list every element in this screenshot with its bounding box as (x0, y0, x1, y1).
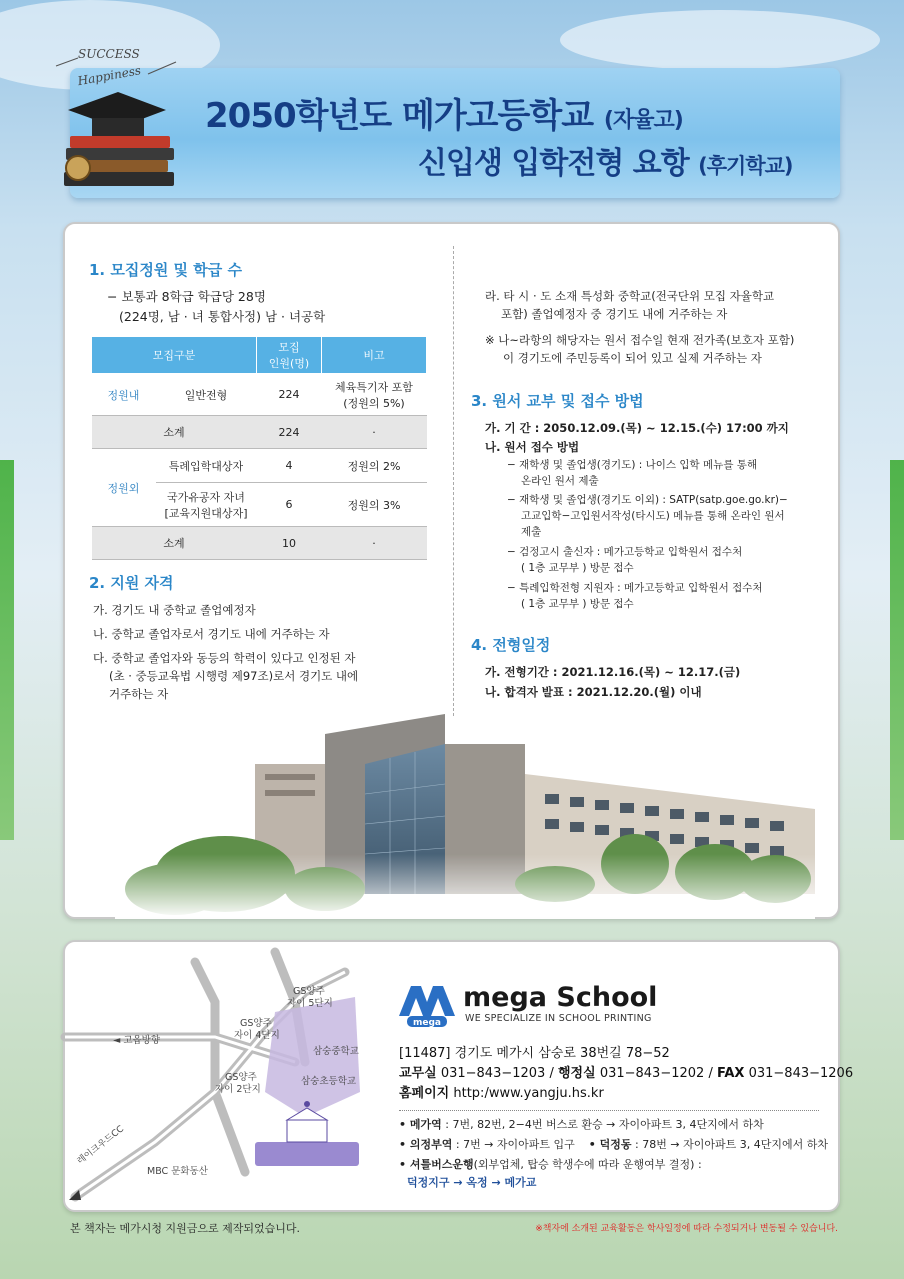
map-label-mbc: MBC 문화동산 (147, 1166, 208, 1177)
section4-title: 4. 전형일정 (471, 636, 551, 654)
section4-announcement: 나. 합격자 발표 : 2021.12.20.(월) 이내 (485, 685, 702, 699)
funding-note: 본 책자는 메가시청 지원금으로 제작되었습니다. (70, 1222, 301, 1235)
section3-method-4: − 특례입학전형 지원자 : 메가고등학교 입학원서 접수처 (507, 582, 763, 594)
mega-school-logo-icon (397, 982, 457, 1028)
section4-period: 가. 전형기간 : 2021.12.16.(목) ~ 12.17.(금) (485, 665, 741, 679)
section1-title: 1. 모집정원 및 학급 수 (89, 261, 242, 279)
section3-method-1: − 재학생 및 졸업생(경기도) : 나이스 입학 메뉴를 통해 (507, 459, 758, 471)
table-header-category: 모집구분 (92, 337, 257, 374)
table-row (92, 374, 427, 416)
table-header-note: 비고 (322, 337, 427, 374)
green-edge-left (0, 460, 14, 840)
section3-method-3: − 검정고시 출신자 : 메가고등학교 입학원서 접수처 (507, 546, 743, 558)
map-label-gs2: GS양주 (225, 1072, 257, 1083)
transport-uijeongbu-station: • 의정부역 : 7번 → 자이아파트 입구 • 덕정동 : 78번 → 자이아파트 3, 4단지에서 하차 (399, 1138, 828, 1151)
section3-method-1-line2: 온라인 원서 제출 (521, 475, 599, 487)
map-label-gs5-name: 자이 5단지 (287, 998, 333, 1009)
disclaimer-note: ※책자에 소개된 교육활동은 학사일정에 따라 수정되거나 변동될 수 있습니다. (535, 1224, 838, 1234)
table-header-count: 모집 인원(명) (257, 337, 322, 374)
table-cell: · (322, 527, 427, 560)
cloud-decoration (560, 10, 880, 70)
table-cell: 정원의 3% (322, 483, 427, 527)
column-divider (453, 246, 454, 716)
table-cell: 정원의 2% (322, 449, 427, 483)
shuttle-route: 덕정지구 → 옥정 → 메가교 (407, 1176, 537, 1189)
graduation-books-icon (48, 40, 198, 200)
section2-title: 2. 지원 자격 (89, 574, 174, 592)
table-cell: 일반전형 (156, 374, 257, 416)
section1-line1: − 보통과 8학급 학급당 28명 (107, 289, 266, 304)
section2-item-c-line3: 거주하는 자 (109, 687, 169, 701)
map-label-lakewood: 레이크우드CC (75, 1124, 126, 1167)
section3-method-3-line2: ( 1층 교무부 ) 방문 접수 (521, 562, 634, 574)
table-cell: 6 (257, 483, 322, 527)
title-suffix: (자율고) (603, 108, 683, 133)
transport-shuttle: • 셔틀버스운행(외부업체, 탑승 학생수에 따라 운행여부 결정) : (399, 1158, 702, 1171)
table-cell: 소계 (92, 416, 257, 449)
table-cell: 소계 (92, 527, 257, 560)
section3-method-2: − 재학생 및 졸업생(경기도 이외) : SATP(satp.goe.go.kr)− (507, 494, 788, 506)
logo-success-text: SUCCESS (78, 47, 140, 61)
section2-note-line2: 이 경기도에 주민등록이 되어 있고 실제 거주하는 자 (503, 351, 762, 365)
map-label-gs5: GS양주 (293, 986, 325, 997)
section3-method-title: 나. 원서 접수 방법 (485, 440, 580, 454)
table-cell: 224 (257, 416, 322, 449)
main-info-card (63, 222, 840, 919)
school-address: [11487] 경기도 메가시 삼숭로 38번길 78−52 (399, 1046, 670, 1061)
school-website: 홈페이지 http:/www.yangju.hs.kr (399, 1086, 604, 1101)
brand-tagline: WE SPECIALIZE IN SCHOOL PRINTING (465, 1013, 652, 1024)
section1-line2: (224명, 남 · 녀 통합사정) 남 · 녀공학 (119, 309, 326, 324)
table-cell-category: 정원내 (92, 374, 156, 416)
map-label-gs4-name: 자이 4단지 (234, 1030, 280, 1041)
logo-mega-text: mega (413, 1018, 441, 1028)
section3-title: 3. 원서 교부 및 접수 방법 (471, 392, 644, 410)
map-label-middle-school: 삼숭중학교 (313, 1046, 359, 1057)
section3-method-2-line2: 고교입학−고입원서작성(타시도) 메뉴를 통해 온라인 원서 (521, 510, 785, 522)
section3-period: 가. 기 간 : 2050.12.09.(목) ~ 12.15.(수) 17:00 까지 (485, 421, 789, 435)
school-phone-line: 교무실 031−843−1203 / 행정실 031−843−1202 / FAX 031−843−1206 (399, 1066, 854, 1081)
section3-method-2-line3: 제출 (521, 526, 542, 538)
table-cell: 4 (257, 449, 322, 483)
section2-item-b: 나. 중학교 졸업자로서 경기도 내에 거주하는 자 (93, 627, 330, 641)
table-cell: 체육특기자 포함 (정원의 5%) (322, 374, 427, 416)
table-cell: 국가유공자 자녀 [교육지원대상자] (156, 483, 257, 527)
table-row-subtotal (92, 416, 427, 449)
map-label-gs4: GS양주 (240, 1018, 272, 1029)
contact-card (63, 940, 854, 1212)
transport-mega-station: • 메가역 : 7번, 82번, 2−4번 버스로 환승 → 자이아파트 3, 4단지에서 하차 (399, 1118, 764, 1131)
section3-method-4-line2: ( 1층 교무부 ) 방문 접수 (521, 598, 634, 610)
table-row (92, 449, 427, 483)
page-title: 2050학년도 메가고등학교 (자율고) (205, 96, 683, 136)
section2-item-d: 라. 타 시 · 도 소재 특성화 중학교(전국단위 모집 자율학교 (485, 289, 775, 303)
dotted-divider (399, 1110, 819, 1111)
table-cell: 10 (257, 527, 322, 560)
page-subtitle: 신입생 입학전형 요항 (후기학교) (418, 146, 793, 181)
section2-item-c: 다. 중학교 졸업자와 동등의 학력이 있다고 인정된 자 (93, 651, 356, 665)
section2-item-d-line2: 포함) 졸업예정자 중 경기도 내에 거주하는 자 (501, 307, 728, 321)
section2-item-a: 가. 경기도 내 중학교 졸업예정자 (93, 603, 256, 617)
subtitle-suffix: (후기학교) (698, 154, 793, 178)
map-label-gs2-name: 자이 2단지 (215, 1084, 261, 1095)
table-row-subtotal (92, 527, 427, 560)
website-link[interactable]: http:/www.yangju.hs.kr (453, 1086, 604, 1101)
table-cell: 특례입학대상자 (156, 449, 257, 483)
map-label-goeup: ◄ 고읍방향 (113, 1035, 161, 1046)
map-label-elementary-school: 삼숭초등학교 (301, 1076, 357, 1087)
section2-item-c-line2: (초 · 중등교육법 시행령 제97조)로서 경기도 내에 (109, 669, 359, 683)
brand-name: mega School (463, 982, 658, 1013)
green-edge-right (890, 460, 904, 840)
logo-happiness-text: Happiness (76, 63, 142, 89)
section2-note: ※ 나~라항의 해당자는 원서 접수일 현재 전가족(보호자 포함) (485, 333, 795, 347)
recruit-table (91, 336, 427, 560)
table-cell: 224 (257, 374, 322, 416)
table-cell: · (322, 416, 427, 449)
school-building-image (115, 704, 815, 919)
table-cell-category: 정원외 (92, 449, 156, 527)
